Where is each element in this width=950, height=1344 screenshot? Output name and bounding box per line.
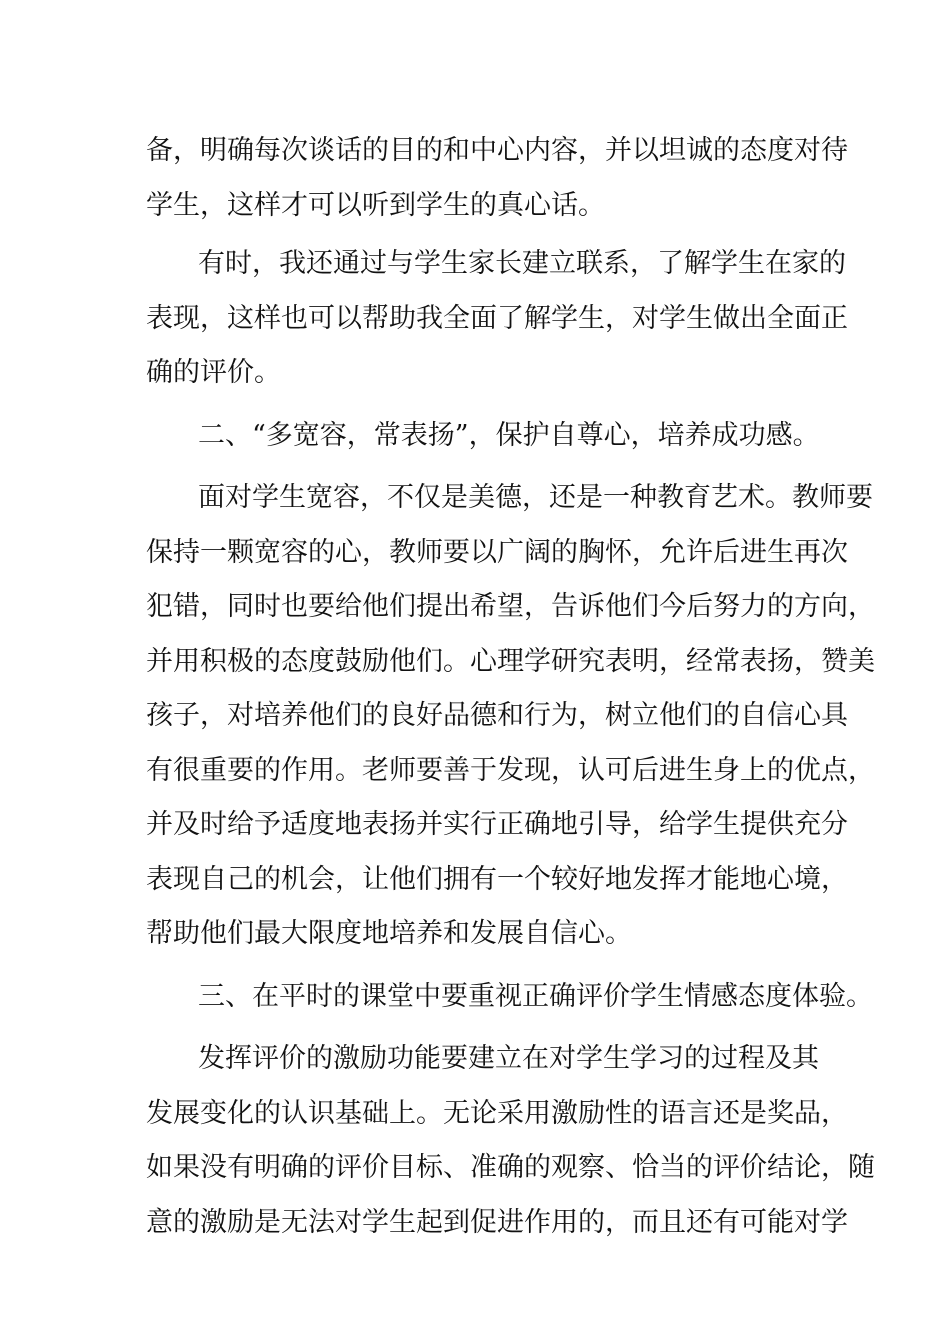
paragraph-evaluation bbox=[146, 1032, 875, 1250]
text-line: 孩子，对培养他们的良好品德和行为，树立他们的自信心具 bbox=[146, 700, 848, 731]
text-line: 如果没有明确的评价目标、准确的观察、恰当的评价结论，随 bbox=[146, 1152, 875, 1183]
text-line: 帮助他们最大限度地培养和发展自信心。 bbox=[146, 918, 632, 949]
text-line: 有时，我还通过与学生家长建立联系，了解学生在家的 bbox=[198, 248, 846, 279]
heading-line: 三、在平时的课堂中要重视正确评价学生情感态度体验。 bbox=[198, 980, 873, 1012]
heading-line: 二、“多宽容，常表扬”，保护自尊心，培养成功感。 bbox=[198, 419, 820, 451]
text-line: 犯错，同时也要给他们提出希望，告诉他们今后努力的方向， bbox=[146, 591, 875, 622]
text-line: 学生，这样才可以听到学生的真心话。 bbox=[146, 189, 605, 221]
text-line: 面对学生宽容，不仅是美德，还是一种教育艺术。教师要 bbox=[198, 482, 873, 513]
section-heading-3 bbox=[146, 970, 873, 1025]
text-line: 发展变化的认识基础上。无论采用激励性的语言还是奖品， bbox=[146, 1097, 848, 1129]
text-line: 备，明确每次谈话的目的和中心内容，并以坦诚的态度对待 bbox=[146, 135, 848, 166]
text-line: 表现自己的机会，让他们拥有一个较好地发挥才能地心境， bbox=[146, 863, 848, 895]
text-line: 确的评价。 bbox=[146, 357, 281, 388]
document-body bbox=[146, 124, 875, 1250]
text-line: 意的激励是无法对学生起到促进作用的，而且还有可能对学 bbox=[146, 1206, 848, 1238]
text-line: 并用积极的态度鼓励他们。心理学研究表明，经常表扬，赞美 bbox=[146, 645, 875, 677]
text-line: 表现，这样也可以帮助我全面了解学生，对学生做出全面正 bbox=[146, 302, 848, 334]
text-line: 有很重要的作用。老师要善于发现，认可后进生身上的优点， bbox=[146, 754, 875, 786]
paragraph-tolerance bbox=[146, 471, 875, 962]
text-line: 发挥评价的激励功能要建立在对学生学习的过程及其 bbox=[198, 1043, 819, 1074]
paragraph-continued bbox=[146, 124, 848, 233]
paragraph-parent-contact bbox=[146, 237, 848, 401]
section-heading-2 bbox=[146, 409, 820, 464]
text-line: 并及时给予适度地表扬并实行正确地引导，给学生提供充分 bbox=[146, 809, 848, 840]
text-line: 保持一颗宽容的心，教师要以广阔的胸怀，允许后进生再次 bbox=[146, 536, 848, 568]
